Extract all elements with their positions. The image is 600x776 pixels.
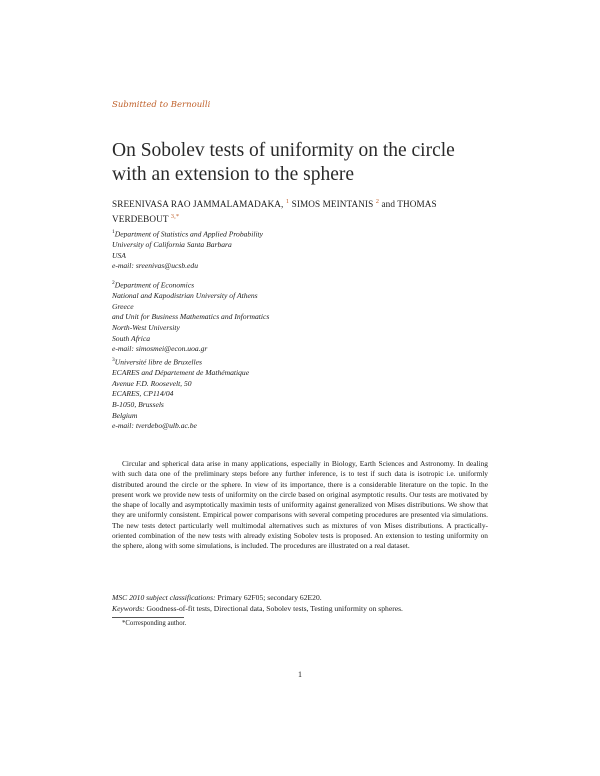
affiliation-2-line: Greece xyxy=(112,301,134,311)
author-and: and THOMAS xyxy=(381,199,437,210)
affiliation-3-email[interactable]: e-mail: tverdebo@ulb.ac.be xyxy=(112,421,197,431)
affiliation-3-line: ECARES and Département de Mathématique xyxy=(112,368,250,378)
affiliation-3-line: ECARES, CP114/04 xyxy=(112,389,174,399)
journal-submission-note: Submitted to Bernoulli xyxy=(112,100,211,110)
author-3: VERDEBOUT xyxy=(112,213,169,224)
affiliation-1-line: USA xyxy=(112,250,126,260)
abstract-text: Circular and spherical data arise in many applications, especially in Biology, Earth Sciences and Astronomy. In dealing with such data one of the preliminary steps before any further inference, is to test if such data is isotropic i.e. uniformly distributed around the circle or the sphere. In view of its importance, there is a considerable literature on the topic. In the present work we provide new tests of uniformity on the circle based on original asymptotic results. Our tests are motivated by the shape of locally and asymptotically maximin tests of uniformity against generalized von Mises distributions. We show that they are uniformly consistent. Empirical power comparisons with several competing procedures are presented via simulations. The new tests detect particularly well multimodal alternatives such as mixtures of von Mises distributions. A practically-oriented combination of the new tests with already existing Sobolev tests is proposed. An extension to testing uniformity on the sphere, along with some simulations, is included. The procedures are illustrated on a real dataset. xyxy=(112,459,488,551)
title-line-1: On Sobolev tests of uniformity on the circle xyxy=(112,140,455,161)
affiliation-3-line: Avenue F.D. Roosevelt, 50 xyxy=(112,378,192,388)
author-1: SREENIVASA RAO JAMMALAMADAKA, xyxy=(112,199,284,210)
affiliation-3 xyxy=(112,355,412,432)
keywords-line xyxy=(112,603,488,614)
affiliation-2-line: National and Kapodistrian University of Athens xyxy=(112,291,258,301)
title-line-2: with an extension to the sphere xyxy=(112,164,355,185)
author-2: SIMOS MEINTANIS xyxy=(291,199,374,210)
msc-value: Primary 62F05; secondary 62E20. xyxy=(217,593,322,602)
affiliation-2-mark: 2 xyxy=(112,280,115,286)
paper-title xyxy=(112,139,512,187)
page-number: 1 xyxy=(298,670,302,679)
footnote: *Corresponding author. xyxy=(122,620,187,627)
affiliation-2-line: North-West University xyxy=(112,322,180,332)
affiliation-3-line: Université libre de Bruxelles xyxy=(114,357,202,367)
footnote-divider xyxy=(112,617,184,618)
author-2-affil-mark[interactable]: 2 xyxy=(375,198,380,205)
affiliation-2-line: Department of Economics xyxy=(114,280,195,290)
affiliation-3-mark: 3 xyxy=(112,357,115,363)
affiliation-2-line: and Unit for Business Mathematics and Informatics xyxy=(112,312,270,322)
abstract xyxy=(112,459,488,552)
msc-label: MSC 2010 subject classifications: xyxy=(112,593,216,602)
affiliation-1 xyxy=(112,227,412,272)
classification-block xyxy=(112,592,488,614)
keywords-label: Keywords: xyxy=(112,604,145,613)
author-3-affil-mark[interactable]: 3,* xyxy=(170,212,180,220)
author-list xyxy=(112,196,492,225)
msc-line xyxy=(112,592,488,603)
affiliation-1-line: Department of Statistics and Applied Probability xyxy=(114,229,264,239)
keywords-value: Goodness-of-fit tests, Directional data, Sobolev tests, Testing uniformity on spheres. xyxy=(146,604,403,613)
affiliation-3-line: B-1050, Brussels xyxy=(112,399,164,409)
affiliation-2-line: South Africa xyxy=(112,333,151,343)
affiliation-2 xyxy=(112,278,412,355)
affiliation-1-mark: 1 xyxy=(112,229,115,235)
affiliation-1-line: University of California Santa Barbara xyxy=(112,240,232,250)
affiliation-1-email[interactable]: e-mail: sreenivas@ucsb.edu xyxy=(112,261,198,271)
affiliation-2-email[interactable]: e-mail: simosmei@econ.uoa.gr xyxy=(112,344,208,354)
affiliation-3-line: Belgium xyxy=(112,410,138,420)
author-1-affil-mark[interactable]: 1 xyxy=(285,198,290,205)
